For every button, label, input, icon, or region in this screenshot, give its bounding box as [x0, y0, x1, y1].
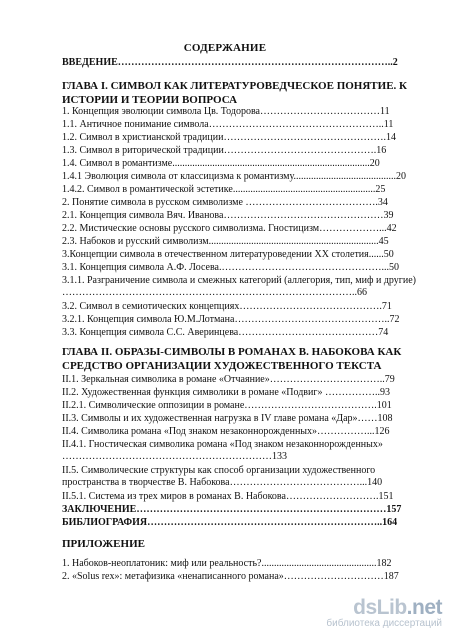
toc-item: 1. Концепция эволюции символа Цв. Тодорова………………………………11 — [62, 106, 390, 117]
toc-item: 1.4.1 Эволюция символа от классицизма к романтизму.........................................20 — [62, 171, 406, 182]
toc-item: 2.3. Набоков и русский символизм....................................................................45 — [62, 236, 389, 247]
toc-item: II.1. Зеркальная символика в романе «Отчаяние»……………………………..79 — [62, 374, 395, 385]
toc-item: 3.2.1. Концепция символа Ю.М.Лотмана………………………………………..72 — [62, 314, 400, 325]
toc-item: II.2. Художественная функция символики в романе «Подвиг» ……………..93 — [62, 387, 390, 398]
toc-item: 2. Понятие символа в русском символизме ………………………………….34 — [62, 197, 388, 208]
toc-item: II.4.1. Гностическая символика романа «Под знаком незаконнорожденных» ………………………………………………………133 — [62, 439, 383, 462]
toc-item: 2.1. Концепция символа Вяч. Иванова…………………………………………39 — [62, 210, 394, 221]
toc-item: II.5. Символические структуры как способ организации художественного пространства в творчестве В. Набокова…………………………………...140 — [62, 465, 383, 488]
toc-item: 1.4.2. Символ в романтической эстетике.........................................................25 — [62, 184, 386, 195]
page-title: СОДЕРЖАНИЕ — [183, 42, 267, 54]
watermark-logo — [322, 596, 442, 630]
toc-item: 2. «Solus rex»: метафизика «ненаписанного романа»…………………………187 — [62, 571, 399, 582]
toc-item: 1.1. Античное понимание символа……………………………………………..11 — [62, 119, 394, 130]
toc-item: 1.3. Символ в риторической традиции……………………………………….16 — [62, 145, 387, 156]
toc-item: 2.2. Мистические основы русского символизма. Гностицизм………………...42 — [62, 223, 397, 234]
toc-item: 1. Набоков-неоплатоник: миф или реальность?..............................................182 — [62, 558, 392, 569]
toc-item: 3.3. Концепция символа С.С. Аверинцева……………………………………74 — [62, 327, 389, 338]
toc-item: II.2.1. Символические оппозиции в романе………………………………….101 — [62, 400, 392, 411]
toc-item: 1.4. Символ в романтизме...............................................................................20 — [62, 158, 380, 169]
watermark-main: dsLib — [353, 596, 407, 619]
toc-item: 1.2. Символ в христианской традиции………………………………………….14 — [62, 132, 396, 143]
toc-item: 3.Концепции символа в отечественном литературоведении ХХ столетия......50 — [62, 249, 394, 260]
chapter1-heading: ГЛАВА I. СИМВОЛ КАК ЛИТЕРАТУРОВЕДЧЕСКОЕ ПОНЯТИЕ. К ИСТОРИИ И ТЕОРИИ ВОПРОСА — [62, 80, 408, 106]
toc-item: 3.2. Символ в семиотических концепциях…………………………………….71 — [62, 301, 392, 312]
toc-item: 3.1.1. Разграничение символа и смежных категорий (аллегория, тип, миф и другие) ……………………………………………………………………………..66 — [62, 275, 416, 298]
toc-item: II.5.1. Система из трех миров в романах В. Набокова……………………….151 — [62, 491, 394, 502]
toc-item: II.3. Символы и их художественная нагрузка в IV главе романа «Дар»……108 — [62, 413, 393, 424]
chapter2-heading: ГЛАВА II. ОБРАЗЫ-СИМВОЛЫ В РОМАНАХ В. НАБОКОВА КАК СРЕДСТВО ОРГАНИЗАЦИИ ХУДОЖЕСТВЕННОГО ТЕКСТА — [62, 346, 402, 372]
watermark-subtitle: библиотека диссертаций — [326, 618, 442, 629]
toc-item: 3.1. Концепция символа А.Ф. Лосева.…………………………………………...50 — [62, 262, 399, 273]
toc-item: II.4. Символика романа «Под знаком незаконнорожденных»……………...126 — [62, 426, 390, 437]
appendix-heading: ПРИЛОЖЕНИЕ — [62, 538, 145, 550]
toc-conclusion: ЗАКЛЮЧЕНИЕ…………………………………………………………………157 — [62, 504, 402, 515]
watermark-title — [353, 596, 442, 620]
toc-bibliography: БИБЛИОГРАФИЯ……………………………………………………………..164 — [62, 517, 398, 528]
watermark-tld: .net — [406, 596, 442, 619]
toc-intro: ВВЕДЕНИЕ………………………………………………………………………..2 — [62, 57, 398, 68]
